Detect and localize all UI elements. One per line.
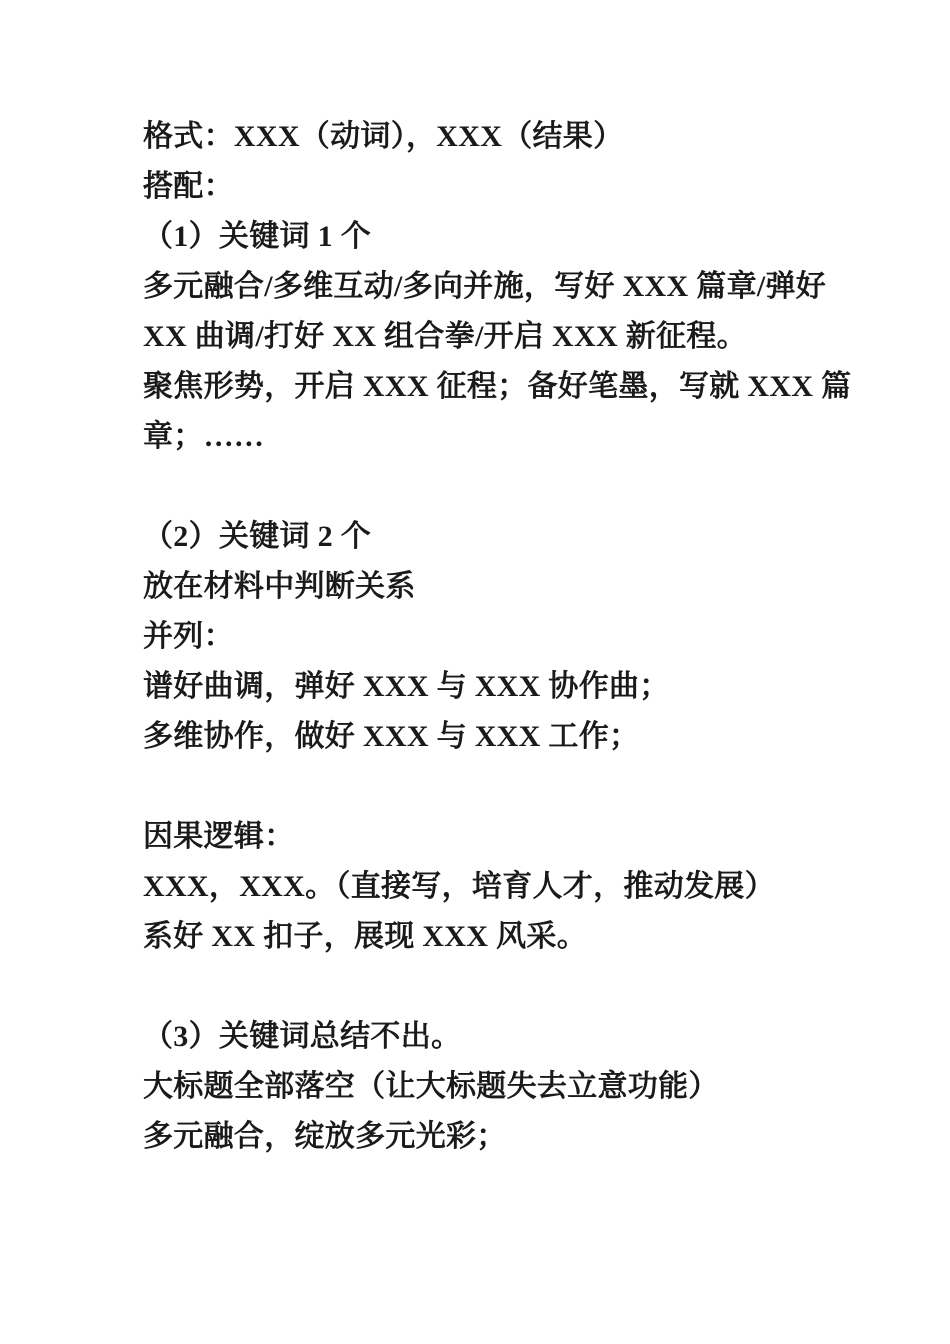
text-line: 聚焦形势，开启 XXX 征程；备好笔墨，写就 XXX 篇 (143, 370, 852, 403)
text-line: XX 曲调/打好 XX 组合拳/开启 XXX 新征程。 (143, 320, 747, 353)
text-line: 章；…… (143, 420, 265, 453)
text-block (143, 112, 855, 1162)
text-line: （2）关键词 2 个 (143, 520, 371, 553)
blank-line (143, 462, 855, 512)
text-line: 多维协作，做好 XXX 与 XXX 工作； (143, 720, 640, 753)
text-line: 多元融合/多维互动/多向并施，写好 XXX 篇章/弹好 (143, 270, 827, 303)
blank-line (143, 962, 855, 1012)
text-line: （1）关键词 1 个 (143, 220, 371, 253)
text-line: 系好 XX 扣子，展现 XXX 风采。 (143, 920, 588, 953)
text-line: 谱好曲调，弹好 XXX 与 XXX 协作曲； (143, 670, 670, 703)
text-line: 格式：XXX（动词），XXX（结果） (143, 120, 624, 153)
text-line: XXX，XXX。（直接写，培育人才，推动发展） (143, 870, 775, 903)
text-line: 搭配： (143, 170, 234, 203)
text-line: 并列： (143, 620, 234, 653)
text-line: 多元融合，绽放多元光彩； (143, 1120, 507, 1153)
text-line: （3）关键词总结不出。 (143, 1020, 462, 1053)
text-line: 放在材料中判断关系 (143, 570, 416, 603)
blank-line (143, 762, 855, 812)
text-line: 大标题全部落空（让大标题失去立意功能） (143, 1070, 719, 1103)
text-line: 因果逻辑： (143, 820, 295, 853)
